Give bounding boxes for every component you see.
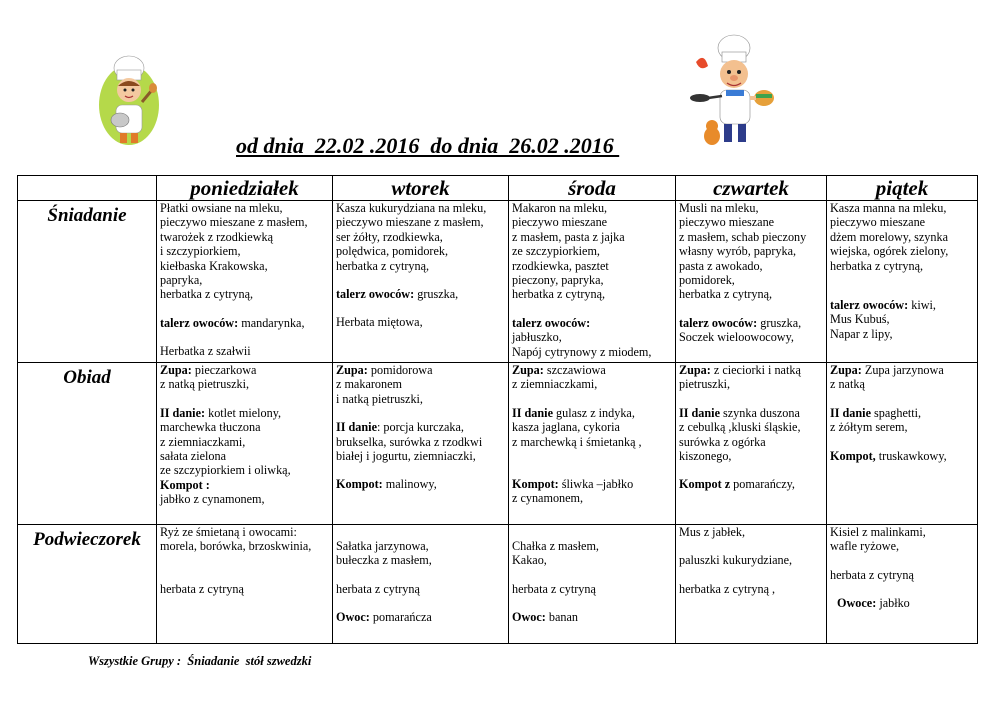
main-label: II danie	[512, 405, 553, 420]
soup-label: Zupa:	[336, 363, 368, 377]
day-header-tue: wtorek	[333, 176, 509, 201]
compote-value: pomarańczy,	[730, 477, 795, 492]
snack-row	[18, 525, 978, 644]
meal-label-breakfast: Śniadanie	[18, 201, 157, 363]
breakfast-wed-text: Makaron na mleku, pieczywo mieszane z masłem, pasta z jajka ze szczypiorkiem, rzodkiewka, pasztet pieczony, papryka, herbatka z cytryną,	[512, 201, 625, 302]
breakfast-row	[18, 201, 978, 363]
chef-child-illustration	[98, 50, 160, 150]
snack-tue	[333, 525, 509, 644]
soup-value: pomidorowa z makaronem i natką pietruszki,	[336, 363, 433, 406]
breakfast-tue-drink: Herbata miętowa,	[336, 315, 423, 330]
fruit-label: Owoc:	[512, 610, 546, 625]
fruit-value: jabłuszko,	[512, 330, 562, 345]
main-label: II danie	[336, 420, 377, 435]
breakfast-fri-text: Kasza manna na mleku, pieczywo mieszane dżem morelowy, szynka wiejska, ogórek zielony, herbatka z cytryną,	[830, 201, 949, 273]
main-label: II danie	[830, 405, 871, 420]
snack-tue-tea: herbata z cytryną	[336, 581, 420, 596]
header-row	[18, 176, 978, 201]
day-header-thu: czwartek	[676, 176, 827, 201]
breakfast-mon	[157, 201, 333, 363]
breakfast-fri-drink: Mus Kubuś, Napar z lipy,	[830, 312, 893, 341]
compote-label: Kompot,	[830, 448, 876, 463]
soup-label: Zupa:	[160, 363, 192, 377]
soup-value: Zupa jarzynowa z natką	[830, 363, 944, 392]
main-value: kotlet mielony, marchewka tłuczona z ziemniaczkami, sałata zielona ze szczypiorkiem i oliwką,	[160, 405, 291, 478]
breakfast-wed-drink: Napój cytrynowy z miodem,	[512, 344, 652, 359]
fruit-value: jabłko	[876, 596, 910, 611]
snack-fri-text: Kisiel z malinkami, wafle ryżowe,	[830, 525, 926, 554]
compote-value: malinowy,	[382, 477, 437, 492]
compote-label: Kompot z	[679, 477, 731, 492]
snack-mon-text: Ryż ze śmietaną i owocami: morela, borówka, brzoskwinia,	[160, 525, 312, 554]
fruit-label: Owoc:	[336, 610, 370, 625]
lunch-tue	[333, 363, 509, 525]
snack-wed	[509, 525, 676, 644]
snack-tue-text: Sałatka jarzynowa, bułeczka z masłem,	[336, 539, 432, 568]
soup-label: Zupa:	[830, 363, 862, 377]
breakfast-mon-drink: Herbatka z szałwii	[160, 344, 251, 359]
corner-cell	[18, 176, 157, 201]
compote-value: jabłko z cynamonem,	[160, 492, 265, 507]
lunch-thu	[676, 363, 827, 525]
compote-value: śliwka –jabłko z cynamonem,	[512, 477, 634, 506]
fruit-value: gruszka,	[757, 315, 802, 330]
fruit-value: gruszka,	[414, 287, 459, 302]
snack-mon-tea: herbata z cytryną	[160, 581, 244, 596]
fruit-label: Owoce:	[837, 596, 877, 611]
main-value: gulasz z indyka, kasza jaglana, cykoria z marchewką i śmietanką ,	[512, 405, 642, 449]
main-value: spaghetti, z żółtym serem,	[830, 405, 922, 435]
compote-label: Kompot :	[160, 477, 210, 492]
soup-label: Zupa:	[512, 363, 544, 377]
page-title: od dnia 22.02 .2016 do dnia 26.02 .2016	[236, 133, 620, 158]
fruit-label: talerz owoców:	[830, 298, 909, 313]
snack-thu-text: Mus z jabłek,	[679, 525, 746, 539]
breakfast-thu-text: Musli na mleku, pieczywo mieszane z masłem, schab pieczony własny wyrób, papryka, pasta z awokado, pomidorek, herbatka z cytryną,	[679, 201, 807, 302]
snack-wed-text: Chałka z masłem, Kakao,	[512, 539, 599, 568]
soup-value: pieczarkowa z natką pietruszki,	[160, 363, 257, 392]
fruit-label: talerz owoców:	[512, 315, 591, 330]
fruit-value: kiwi,	[908, 298, 936, 313]
snack-fri	[827, 525, 978, 644]
snack-thu	[676, 525, 827, 644]
snack-wed-tea: herbata z cytryną	[512, 581, 596, 596]
day-header-mon: poniedziałek	[157, 176, 333, 201]
fruit-label: talerz owoców:	[679, 315, 758, 330]
compote-label: Kompot:	[512, 477, 559, 492]
breakfast-tue-text: Kasza kukurydziana na mleku, pieczywo mieszane z masłem, ser żółty, rzodkiewka, polędwica, pomidorek, herbatka z cytryną,	[336, 201, 487, 273]
compote-value: truskawkowy,	[875, 448, 947, 463]
breakfast-thu	[676, 201, 827, 363]
snack-thu-tea: herbatka z cytryną ,	[679, 581, 776, 596]
main-value: szynka duszona z cebulką ,kluski śląskie, surówka z ogórka kiszonego,	[679, 405, 801, 464]
snack-fri-tea: herbata z cytryną	[830, 567, 914, 582]
soup-label: Zupa:	[679, 363, 711, 377]
compote-label: Kompot:	[336, 477, 383, 492]
snack-thu-text2: paluszki kukurydziane,	[679, 553, 793, 568]
weekly-menu-table	[17, 175, 978, 644]
fruit-value: pomarańcza	[369, 610, 432, 625]
fruit-label: talerz owoców:	[336, 287, 415, 302]
breakfast-tue	[333, 201, 509, 363]
soup-value: szczawiowa z ziemniaczkami,	[512, 363, 606, 392]
footer-note: Wszystkie Grupy : Śniadanie stół szwedzki	[88, 654, 312, 668]
main-label: II danie:	[160, 405, 206, 420]
soup-value: z cieciorki i natką pietruszki,	[679, 363, 801, 392]
breakfast-wed	[509, 201, 676, 363]
snack-mon	[157, 525, 333, 644]
breakfast-thu-drink: Soczek wieloowocowy,	[679, 330, 794, 345]
meal-label-snack: Podwieczorek	[18, 525, 157, 644]
fruit-label: talerz owoców:	[160, 315, 239, 330]
main-value: : porcja kurczaka, brukselka, surówka z rzodkwi białej i jogurtu, ziemniaczki,	[336, 420, 483, 464]
breakfast-mon-text: Płatki owsiane na mleku, pieczywo mieszane z masłem, twarożek z rzodkiewką i szczypiorkiem, kiełbaska Krakowska, papryka, herbatka z cytryną,	[160, 201, 308, 302]
meal-label-lunch: Obiad	[18, 363, 157, 525]
chef-cook-illustration	[690, 32, 780, 152]
fruit-value: banan	[545, 610, 578, 625]
lunch-wed	[509, 363, 676, 525]
fruit-value: mandarynka,	[238, 315, 305, 330]
day-header-wed: środa	[509, 176, 676, 201]
main-label: II danie	[679, 405, 720, 420]
lunch-mon	[157, 363, 333, 525]
lunch-row	[18, 363, 978, 525]
day-header-fri: piątek	[827, 176, 978, 201]
lunch-fri	[827, 363, 978, 525]
breakfast-fri	[827, 201, 978, 363]
